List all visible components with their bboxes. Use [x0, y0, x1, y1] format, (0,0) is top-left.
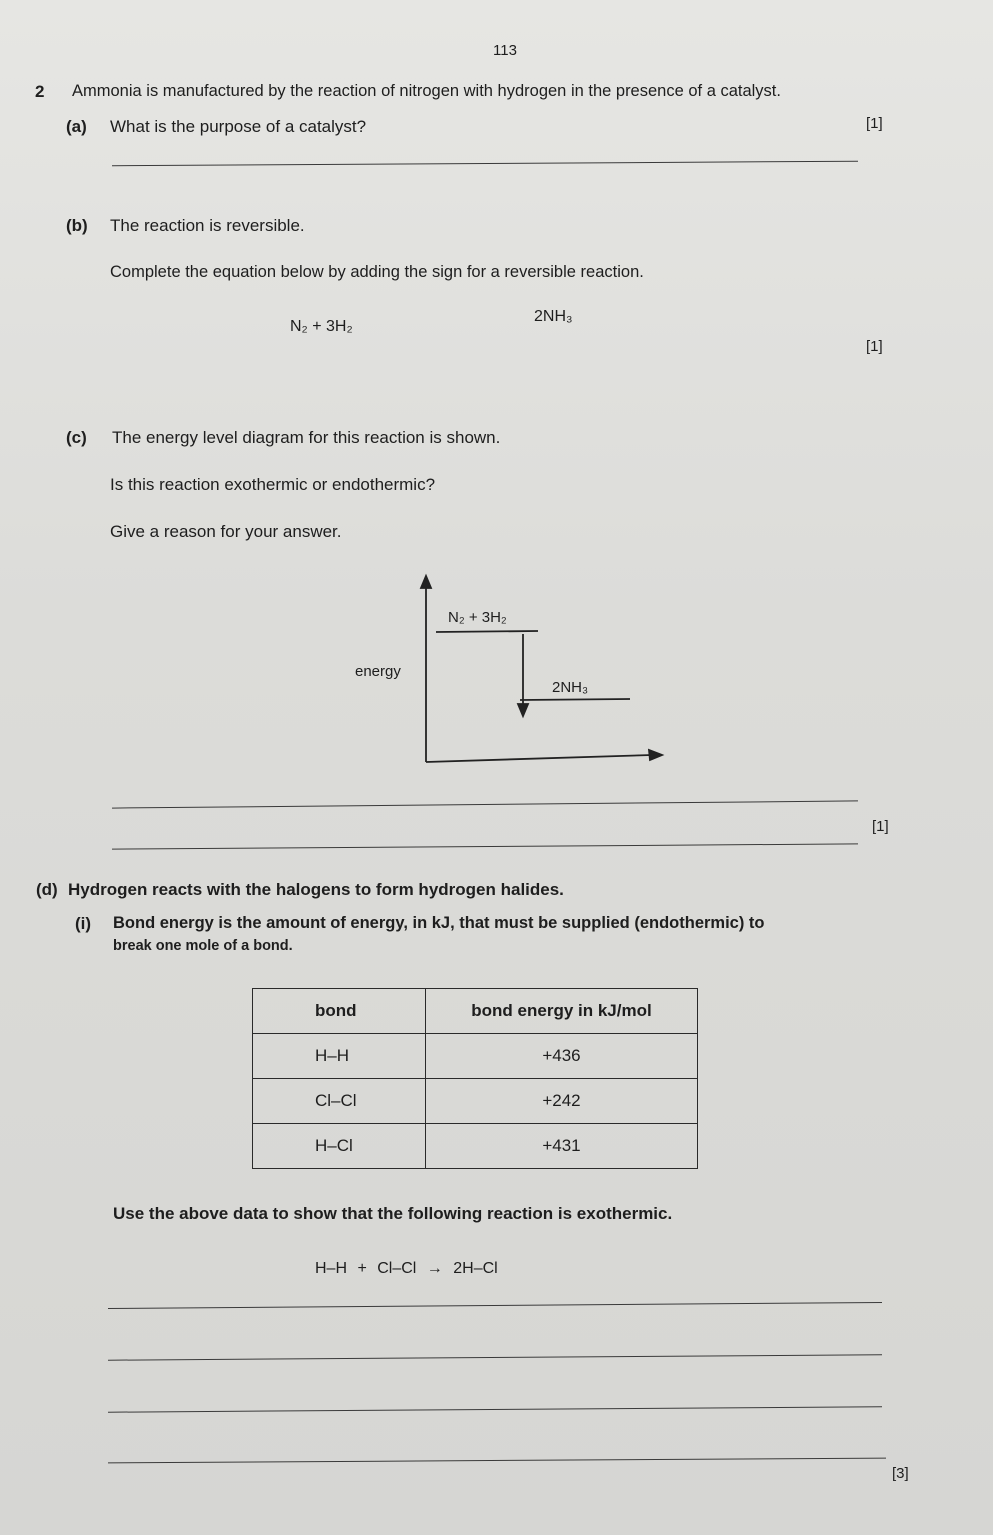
- table-header-row: [253, 989, 698, 1034]
- table-cell-energy: +242: [426, 1079, 698, 1124]
- part-c-text2: Is this reaction exothermic or endothermic?: [110, 475, 436, 494]
- diagram-y-label: energy: [355, 663, 401, 680]
- bond-energy-table: [252, 988, 698, 1169]
- part-c-text1: The energy level diagram for this reaction is shown.: [112, 428, 501, 447]
- part-a-label: (a): [66, 117, 87, 136]
- part-d-label: (d): [36, 880, 58, 899]
- x-axis-arrow-icon: [649, 750, 662, 760]
- table-cell-bond: H–Cl: [253, 1124, 426, 1169]
- sub-i-instruction: Use the above data to show that the following reaction is exothermic.: [113, 1204, 673, 1223]
- page-number: 113: [493, 42, 517, 59]
- table-cell-bond: H–H: [253, 1034, 426, 1079]
- x-axis: [426, 755, 652, 762]
- reversible-sign-space[interactable]: [395, 316, 527, 340]
- sub-i-text1: Bond energy is the amount of energy, in kJ, that must be supplied (endothermic) to: [113, 914, 765, 932]
- part-c-label: (c): [66, 428, 87, 447]
- part-c-marks: [1]: [872, 818, 889, 835]
- table-header-energy: bond energy in kJ/mol: [426, 989, 698, 1034]
- sub-i-text2: break one mole of a bond.: [113, 938, 293, 954]
- table-row: [253, 1124, 698, 1169]
- y-axis-arrow-icon: [421, 576, 431, 588]
- product-level-line: [520, 699, 630, 700]
- equation-left: N₂ + 3H₂: [290, 318, 353, 335]
- question-number: 2: [35, 82, 45, 101]
- question-intro: Ammonia is manufactured by the reaction of nitrogen with hydrogen in the presence of a catalyst.: [72, 82, 781, 100]
- part-d-text: Hydrogen reacts with the halogens to form hydrogen halides.: [68, 880, 564, 899]
- equation-right: 2NH₃: [534, 308, 573, 325]
- sub-i-equation: H–H + Cl–Cl → 2H–Cl: [315, 1260, 498, 1277]
- part-a-text: What is the purpose of a catalyst?: [110, 117, 367, 136]
- table-cell-energy: +431: [426, 1124, 698, 1169]
- part-b-label: (b): [66, 216, 88, 235]
- diagram-reactants: N₂ + 3H₂: [448, 609, 507, 626]
- table-row: [253, 1034, 698, 1079]
- sub-i-label: (i): [75, 914, 92, 933]
- part-b-marks: [1]: [866, 338, 883, 355]
- table-cell-energy: +436: [426, 1034, 698, 1079]
- part-c-text3: Give a reason for your answer.: [110, 522, 342, 541]
- table-cell-bond: Cl–Cl: [253, 1079, 426, 1124]
- part-b-text1: The reaction is reversible.: [110, 216, 305, 235]
- reactant-level-line: [436, 631, 538, 632]
- table-header-bond: bond: [253, 989, 426, 1034]
- down-arrow-icon: [518, 704, 528, 716]
- sub-i-marks: [3]: [892, 1465, 909, 1482]
- diagram-products: 2NH₃: [552, 679, 589, 696]
- part-b-text2: Complete the equation below by adding the sign for a reversible reaction.: [110, 263, 644, 281]
- table-row: [253, 1079, 698, 1124]
- part-a-marks: [1]: [866, 115, 883, 132]
